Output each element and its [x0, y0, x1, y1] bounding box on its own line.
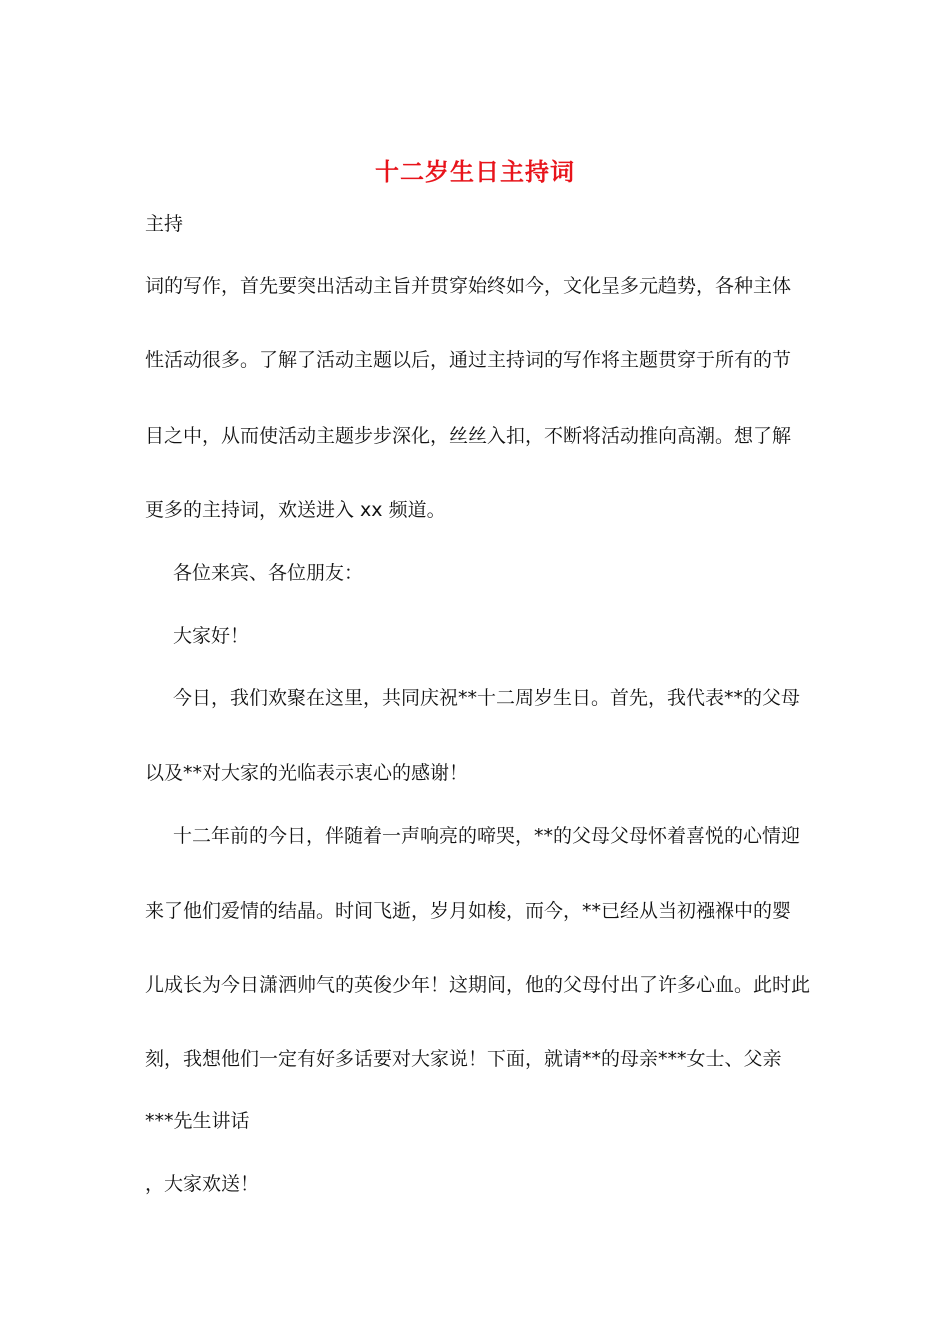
text-line-3: 性活动很多。了解了活动主题以后，通过主持词的写作将主题贯穿于所有的节	[145, 349, 792, 371]
text-line-10: 十二年前的今日，伴随着一声响亮的啼哭，**的父母父母怀着喜悦的心情迎	[173, 825, 801, 847]
text-line-15: ，大家欢送！	[145, 1173, 260, 1195]
text-line-14: ***先生讲话	[145, 1110, 250, 1132]
salutation-line: 各位来宾、各位朋友：	[173, 562, 364, 584]
text-line-8: 今日，我们欢聚在这里，共同庆祝**十二周岁生日。首先，我代表**的父母	[173, 687, 801, 709]
text-line-2: 词的写作，首先要突出活动主旨并贯穿始终如今，文化呈多元趋势，各种主体	[145, 275, 792, 297]
document-title: 十二岁生日主持词	[375, 158, 575, 186]
text-line-1: 主持	[145, 213, 184, 235]
text-line-13: 刻，我想他们一定有好多话要对大家说！下面，就请**的母亲***女士、父亲	[145, 1048, 782, 1070]
text-line-5: 更多的主持词，欢送进入 xx 频道。	[145, 499, 446, 521]
text-line-9: 以及**对大家的光临表示衷心的感谢！	[145, 762, 469, 784]
text-line-12: 儿成长为今日潇洒帅气的英俊少年！这期间，他的父母付出了许多心血。此时此	[145, 974, 811, 996]
text-line-11: 来了他们爱情的结晶。时间飞逝，岁月如梭，而今，**已经从当初襁褓中的婴	[145, 900, 792, 922]
text-line-4: 目之中，从而使活动主题步步深化，丝丝入扣，不断将活动推向高潮。想了解	[145, 425, 792, 447]
greeting-line: 大家好！	[173, 625, 250, 647]
